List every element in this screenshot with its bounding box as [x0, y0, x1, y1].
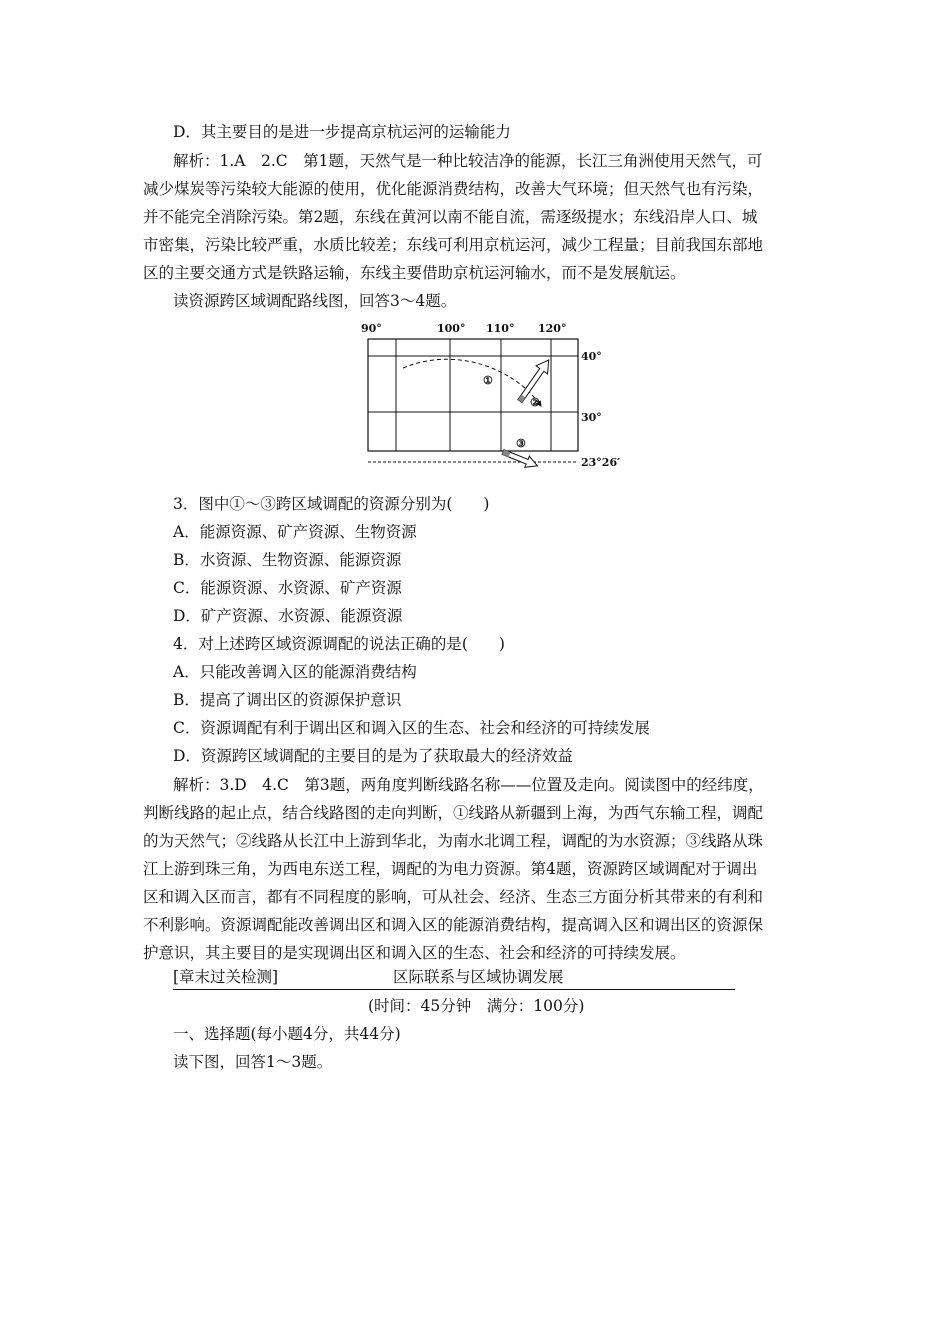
analysis-3-4-line-7: 护意识，其主要目的是实现调出区和调入区的生态、社会和经济的可持续发展。 — [143, 944, 686, 962]
analysis-3-4-line-2: 判断线路的起止点，结合线路图的走向判断，①线路从新疆到上海，为西气东输工程，调配 — [143, 804, 764, 822]
analysis-3-4-line-1: 解析：3.D 4.C 第3题，两角度判断线路名称——位置及走向。阅读图中的经纬度， — [173, 776, 764, 794]
question-3-option-a: A．能源资源、矿产资源、生物资源 — [173, 523, 417, 541]
exam-time-score: (时间：45分钟 满分：100分) — [368, 997, 585, 1015]
question-4: 4．对上述跨区域资源调配的说法正确的是( ) — [173, 635, 505, 653]
lon-label-120: 120° — [538, 322, 567, 335]
route-3-label: ③ — [516, 437, 526, 450]
question-4-option-c: C．资源调配有利于调出区和调入区的生态、社会和经济的可持续发展 — [173, 719, 650, 737]
chapter-title: 区际联系与区域协调发展 — [393, 968, 564, 986]
chapter-header — [173, 967, 735, 990]
analysis-3-4-line-6: 不利影响。资源调配能改善调出区和调入区的能源消费结构，提高调入区和调出区的资源保 — [143, 916, 764, 934]
analysis-3-4-line-5: 区和调入区而言，都有不同程度的影响，可从社会、经济、生态三方面分析其带来的有利和 — [143, 888, 764, 906]
analysis-1-2-line-2: 减少煤炭等污染较大能源的使用，优化能源消费结构，改善大气环境；但天然气也有污染， — [143, 180, 764, 198]
map-instruction: 读资源跨区域调配路线图，回答3～4题。 — [173, 292, 457, 310]
lat-label-40: 40° — [581, 350, 602, 363]
lat-label-30: 30° — [581, 411, 602, 424]
chapter-tag: [章末过关检测] — [173, 968, 279, 986]
question-3-option-d: D．矿产资源、水资源、能源资源 — [173, 607, 403, 625]
lon-label-110: 110° — [486, 322, 515, 335]
question-4-option-b: B．提高了调出区的资源保护意识 — [173, 691, 402, 709]
route-1-label: ① — [483, 374, 493, 387]
option-d-previous: D．其主要目的是进一步提高京杭运河的运输能力 — [173, 123, 511, 141]
resource-transfer-map — [355, 318, 635, 478]
route-3-arrow — [501, 446, 540, 471]
analysis-3-4-line-4: 江上游到珠三角，为西电东送工程，调配的为电力资源。第4题，资源跨区域调配对于调出 — [143, 860, 758, 878]
lon-label-100: 100° — [437, 322, 466, 335]
question-3-option-c: C．能源资源、水资源、矿产资源 — [173, 579, 402, 597]
section-heading: 一、选择题(每小题4分，共44分) — [173, 1025, 401, 1043]
figure-instruction: 读下图，回答1～3题。 — [173, 1053, 333, 1071]
question-3: 3．图中①～③跨区域调配的资源分别为( ) — [173, 495, 490, 513]
map-svg — [355, 318, 635, 478]
question-4-option-a: A．只能改善调入区的能源消费结构 — [173, 663, 417, 681]
route-2-label: ② — [530, 396, 540, 409]
lat-label-tropic: 23°26′ — [581, 456, 621, 469]
lon-label-90: 90° — [361, 322, 382, 335]
analysis-1-2-line-3: 并不能完全消除污染。第2题，东线在黄河以南不能自流，需逐级提水；东线沿岸人口、城 — [143, 208, 758, 226]
analysis-3-4-line-3: 的为天然气；②线路从长江中上游到华北，为南水北调工程，调配的为水资源；③线路从珠 — [143, 832, 764, 850]
analysis-1-2-line-1: 解析：1.A 2.C 第1题，天然气是一种比较洁净的能源，长江三角洲使用天然气，可 — [173, 152, 763, 170]
analysis-1-2-line-4: 市密集，污染比较严重，水质比较差；东线可利用京杭运河，减少工程量；目前我国东部地 — [143, 236, 764, 254]
question-3-option-b: B．水资源、生物资源、能源资源 — [173, 551, 402, 569]
question-4-option-d: D．资源跨区域调配的主要目的是为了获取最大的经济效益 — [173, 747, 573, 765]
analysis-1-2-line-5: 区的主要交通方式是铁路运输，东线主要借助京杭运河输水，而不是发展航运。 — [143, 264, 686, 282]
